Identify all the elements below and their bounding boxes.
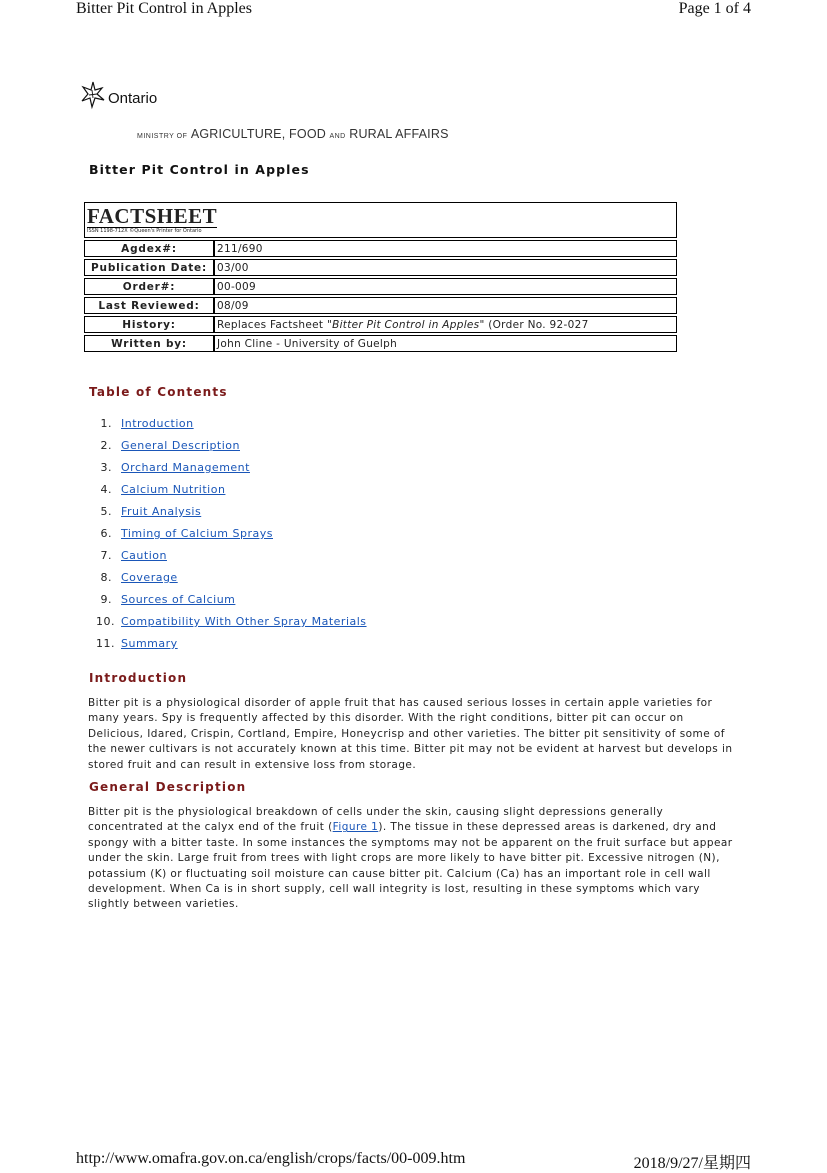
toc-item <box>96 571 367 593</box>
meta-key: Last Reviewed: <box>84 297 214 314</box>
toc-link-timing-of-calcium-sprays[interactable]: Timing of Calcium Sprays <box>121 527 273 540</box>
history-prefix: Replaces Factsheet " <box>217 318 333 331</box>
general-description-heading: General Description <box>89 780 247 794</box>
factsheet-banner-row <box>84 202 677 238</box>
introduction-heading: Introduction <box>89 671 188 685</box>
toc-link-caution[interactable]: Caution <box>121 549 167 562</box>
meta-row-history <box>84 316 677 333</box>
meta-value: 211/690 <box>214 240 677 257</box>
meta-value: 00-009 <box>214 278 677 295</box>
meta-value: 03/00 <box>214 259 677 276</box>
print-header-title: Bitter Pit Control in Apples <box>76 0 253 17</box>
toc-heading: Table of Contents <box>89 385 228 399</box>
general-text-before: Bitter pit is the physiological breakdown of cells under the skin, causing slight depressions generally concentrated at the calyx end of the fruit ( <box>88 806 664 834</box>
toc-number: 5. <box>100 505 112 518</box>
toc-item <box>96 527 367 549</box>
table-of-contents <box>96 417 367 659</box>
meta-value: John Cline - University of Guelph <box>214 335 677 352</box>
print-header-page-number: Page 1 of 4 <box>678 0 751 17</box>
ministry-prefix: MINISTRY OF <box>137 133 188 140</box>
toc-number: 9. <box>100 593 112 606</box>
toc-link-coverage[interactable]: Coverage <box>121 571 178 584</box>
meta-row-written-by <box>84 335 677 352</box>
toc-number: 10. <box>96 615 115 628</box>
toc-item <box>96 417 367 439</box>
toc-number: 11. <box>96 637 115 650</box>
history-suffix: " (Order No. 92-027 <box>479 318 589 331</box>
print-footer-url: http://www.omafra.gov.on.ca/english/crops/facts/00-009.htm <box>76 1150 466 1167</box>
toc-link-orchard-management[interactable]: Orchard Management <box>121 461 250 474</box>
toc-item <box>96 549 367 571</box>
toc-item <box>96 593 367 615</box>
meta-row-order <box>84 278 677 295</box>
general-text-after: ). The tissue in these depressed areas is darkened, dry and spongy with a bitter taste. In some instances the symptoms may not be apparent on the fruit surface but appear under the skin. Large fruit from trees with light crops are more likely to have bitter pit. Excessive nitrogen (N), potassium (K) or fluctuating soil moisture can cause bitter pit. Calcium (Ca) has an important role in cell wall development. When Ca is in short supply, cell wall integrity is lost, resulting in these symptoms which vary slightly between varieties. <box>88 821 733 911</box>
meta-value: 08/09 <box>214 297 677 314</box>
toc-number: 1. <box>100 417 112 430</box>
toc-link-general-description[interactable]: General Description <box>121 439 240 452</box>
toc-number: 7. <box>100 549 112 562</box>
factsheet-issn: ISSN 1198-712X ©Queen's Printer for Ontario <box>87 228 202 234</box>
toc-number: 2. <box>100 439 112 452</box>
introduction-paragraph: Bitter pit is a physiological disorder of apple fruit that has caused serious losses in certain apple varieties for many years. Spy is frequently affected by this disorder. With the right conditions, bitter pit can occur on Delicious, Idared, Crispin, Cortland, Empire, Honeycrisp and other varieties. The bitter pit sensitivity of some of the newer cultivars is not accurately known at this time. Bitter pit may not be evident at harvest but develops in stored fruit and can result in extensive loss from storage. <box>88 697 733 771</box>
meta-row-last-reviewed <box>84 297 677 314</box>
toc-item <box>96 505 367 527</box>
meta-key: Publication Date: <box>84 259 214 276</box>
general-description-paragraph <box>88 805 736 913</box>
meta-row-publication-date <box>84 259 677 276</box>
toc-number: 6. <box>100 527 112 540</box>
factsheet-banner <box>84 202 677 238</box>
meta-key: Order#: <box>84 278 214 295</box>
ministry-part2: RURAL AFFAIRS <box>349 127 449 141</box>
toc-item <box>96 615 367 637</box>
ministry-and: AND <box>329 133 346 140</box>
toc-item <box>96 439 367 461</box>
toc-link-fruit-analysis[interactable]: Fruit Analysis <box>121 505 202 518</box>
factsheet-metadata-table <box>84 200 677 354</box>
toc-link-calcium-nutrition[interactable]: Calcium Nutrition <box>121 483 226 496</box>
toc-link-compatibility[interactable]: Compatibility With Other Spray Materials <box>121 615 367 628</box>
toc-number: 8. <box>100 571 112 584</box>
trillium-icon <box>80 80 106 110</box>
meta-key: Agdex#: <box>84 240 214 257</box>
factsheet-wordmark: FACTSHEET <box>87 204 218 228</box>
toc-item <box>96 637 367 659</box>
toc-link-sources-of-calcium[interactable]: Sources of Calcium <box>121 593 236 606</box>
document-title: Bitter Pit Control in Apples <box>89 162 310 177</box>
toc-item <box>96 483 367 505</box>
meta-row-agdex <box>84 240 677 257</box>
history-title: Bitter Pit Control in Apples <box>332 318 480 331</box>
toc-item <box>96 461 367 483</box>
ontario-logo-text: Ontario <box>108 90 158 107</box>
toc-number: 4. <box>100 483 112 496</box>
toc-link-summary[interactable]: Summary <box>121 637 178 650</box>
ontario-logo[interactable] <box>80 80 157 110</box>
ministry-name <box>137 127 449 141</box>
meta-key: Written by: <box>84 335 214 352</box>
print-footer-date: 2018/9/27/星期四 <box>633 1155 751 1172</box>
meta-key: History: <box>84 316 214 333</box>
figure-1-link[interactable]: Figure 1 <box>332 821 379 834</box>
meta-value <box>214 316 677 333</box>
toc-link-introduction[interactable]: Introduction <box>121 417 194 430</box>
ministry-part1: AGRICULTURE, FOOD <box>190 127 326 141</box>
toc-number: 3. <box>100 461 112 474</box>
